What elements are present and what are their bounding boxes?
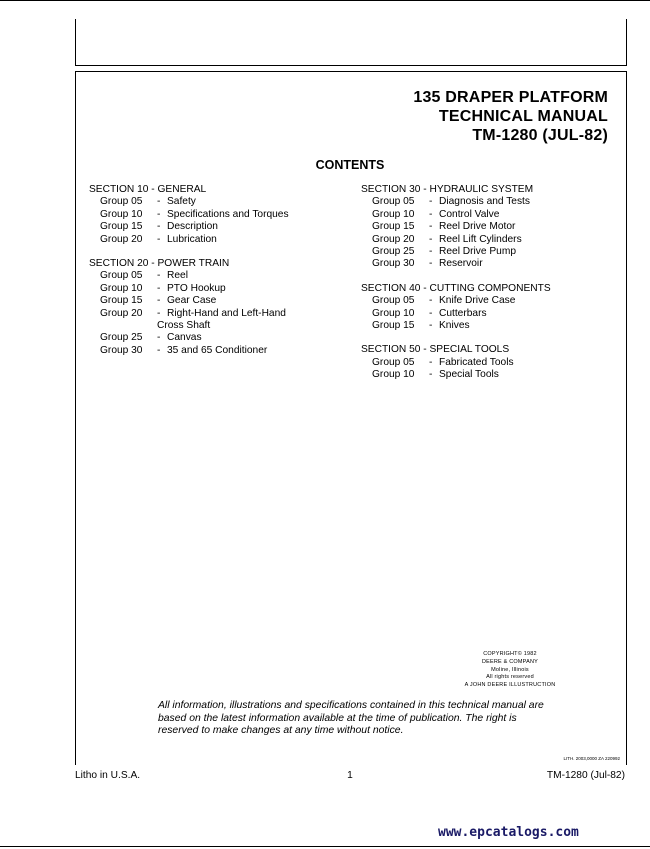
toc-entry: [361, 246, 621, 258]
toc-group-title: Description: [167, 221, 218, 233]
copyright-location: Moline, Illinois: [491, 666, 529, 673]
toc-group-number: Group 05: [372, 356, 415, 368]
toc-group-number: Group 10: [372, 307, 415, 319]
toc-separator: -: [429, 295, 433, 307]
toc-group-number: Group 05: [100, 270, 143, 282]
toc-entry: [361, 295, 621, 307]
toc-separator: -: [429, 246, 433, 258]
toc-separator: -: [157, 295, 161, 307]
contents-heading: CONTENTS: [315, 158, 385, 172]
toc-section-heading: SECTION 20 - POWER TRAIN: [89, 258, 230, 270]
toc-section-heading: SECTION 10 - GENERAL: [89, 184, 207, 195]
toc-group-number: Group 20: [372, 233, 415, 245]
footer-page-number: 1: [347, 770, 353, 781]
toc-group-title: Reel Lift Cylinders: [439, 233, 522, 245]
toc-entry: [89, 221, 349, 233]
toc-entry: [361, 320, 621, 332]
toc-separator: -: [429, 221, 433, 233]
toc-section-heading: SECTION 50 - SPECIAL TOOLS: [361, 344, 510, 356]
toc-group-title: Specifications and Torques: [167, 208, 289, 220]
toc-group-title: Diagnosis and Tests: [439, 196, 530, 208]
toc-separator: -: [157, 344, 161, 356]
toc-section-heading: SECTION 40 - CUTTING COMPONENTS: [361, 282, 551, 294]
watermark-link[interactable]: www.epcatalogs.com: [438, 825, 579, 840]
print-code: LITH. 2003,0000 ZA 220992: [563, 756, 620, 761]
toc-group-title: PTO Hookup: [167, 282, 226, 294]
toc-section: [89, 258, 349, 357]
toc-separator: -: [429, 233, 433, 245]
toc-entry: [89, 345, 349, 357]
toc-group-title: Knives: [439, 320, 470, 332]
manual-title-line3: TM-1280 (JUL-82): [472, 127, 608, 144]
toc-group-title: Cutterbars: [439, 307, 487, 319]
toc-group-title: Right-Hand and Left-Hand: [167, 307, 286, 319]
toc-group-number: Group 20: [100, 233, 143, 245]
toc-entry: [361, 308, 621, 320]
toc-group-title: Control Valve: [439, 208, 500, 220]
copyright-block: [400, 651, 620, 690]
toc-entry: [89, 283, 349, 295]
top-rule: [0, 0, 650, 1]
footer-manual-code: TM-1280 (Jul-82): [546, 770, 625, 781]
disclaimer-notice: All information, illustrations and specifications contained in this technical manual are based on the latest information available at the time of publication. The right is reserved to make changes at any time without notice.: [158, 700, 544, 737]
toc-entry: [89, 332, 349, 344]
toc-group-title: Reel Drive Motor: [439, 221, 516, 233]
toc-group-title-continuation: Cross Shaft: [157, 320, 211, 332]
toc-group-number: Group 30: [372, 258, 415, 270]
toc-entry: [89, 234, 349, 246]
toc-group-title: Special Tools: [439, 369, 499, 381]
toc-group-number: Group 05: [372, 196, 415, 208]
toc-group-title: Lubrication: [167, 233, 217, 245]
copyright-illustruction: A JOHN DEERE ILLUSTRUCTION: [464, 682, 556, 689]
toc-group-number: Group 15: [372, 221, 415, 233]
toc-entry: [361, 209, 621, 221]
toc-group-number: Group 25: [372, 246, 415, 258]
toc-group-number: Group 05: [100, 196, 143, 208]
toc-entry: [89, 295, 349, 307]
toc-section-heading: SECTION 30 - HYDRAULIC SYSTEM: [361, 184, 534, 195]
toc-entry: [361, 357, 621, 369]
toc-entry: [89, 209, 349, 221]
toc-separator: -: [157, 196, 161, 208]
toc-group-number: Group 25: [100, 332, 143, 344]
toc-separator: -: [429, 208, 433, 220]
toc-group-number: Group 10: [100, 282, 143, 294]
copyright-company: DEERE & COMPANY: [481, 658, 539, 665]
toc-separator: -: [157, 282, 161, 294]
toc-entry: [361, 258, 621, 270]
toc-group-number: Group 15: [100, 221, 143, 233]
toc-group-title: Knife Drive Case: [439, 295, 516, 307]
toc-separator: -: [157, 208, 161, 220]
toc-separator: -: [429, 258, 433, 270]
toc-separator: -: [157, 233, 161, 245]
toc-separator: -: [429, 369, 433, 381]
toc-section: [89, 184, 349, 246]
toc-group-number: Group 20: [100, 307, 143, 319]
toc-group-title: Reel: [167, 270, 188, 282]
footer-litho: Litho in U.S.A.: [75, 770, 141, 781]
toc-group-title: Gear Case: [167, 295, 217, 307]
toc-group-number: Group 10: [372, 208, 415, 220]
toc-entry: [89, 270, 349, 282]
toc-separator: -: [157, 332, 161, 344]
toc-separator: -: [429, 356, 433, 368]
toc-section: [361, 184, 621, 271]
toc-left-column: [89, 184, 349, 357]
toc-group-number: Group 05: [372, 295, 415, 307]
toc-separator: -: [429, 307, 433, 319]
toc-separator: -: [429, 196, 433, 208]
toc-group-title: Fabricated Tools: [439, 356, 514, 368]
toc-separator: -: [157, 307, 161, 319]
toc-group-number: Group 15: [100, 295, 143, 307]
toc-group-number: Group 30: [100, 344, 143, 356]
bottom-rule: [0, 846, 650, 847]
toc-group-number: Group 10: [372, 369, 415, 381]
toc-group-number: Group 10: [100, 208, 143, 220]
toc-section: [361, 283, 621, 333]
toc-group-title: 35 and 65 Conditioner: [167, 344, 268, 356]
toc-entry: [89, 196, 349, 208]
toc-group-title: Reel Drive Pump: [439, 246, 516, 258]
toc-separator: -: [157, 221, 161, 233]
header-box: [75, 19, 627, 66]
toc-group-number: Group 15: [372, 320, 415, 332]
toc-separator: -: [157, 270, 161, 282]
toc-separator: -: [429, 320, 433, 332]
toc-entry: [361, 221, 621, 233]
copyright-rights: All rights reserved: [486, 674, 534, 681]
copyright-line: COPYRIGHT© 1982: [483, 651, 537, 657]
toc-entry: [361, 234, 621, 246]
manual-title-line1: 135 DRAPER PLATFORM: [413, 89, 608, 106]
manual-title-line2: TECHNICAL MANUAL: [438, 108, 608, 125]
toc-entry: [361, 196, 621, 208]
toc-entry: [361, 369, 621, 381]
toc-group-title: Reservoir: [439, 258, 483, 270]
toc-entry: [89, 308, 349, 320]
toc-section: [361, 344, 621, 381]
toc-right-column: [361, 184, 621, 382]
toc-group-title: Canvas: [167, 332, 202, 344]
toc-group-title: Safety: [167, 196, 196, 208]
